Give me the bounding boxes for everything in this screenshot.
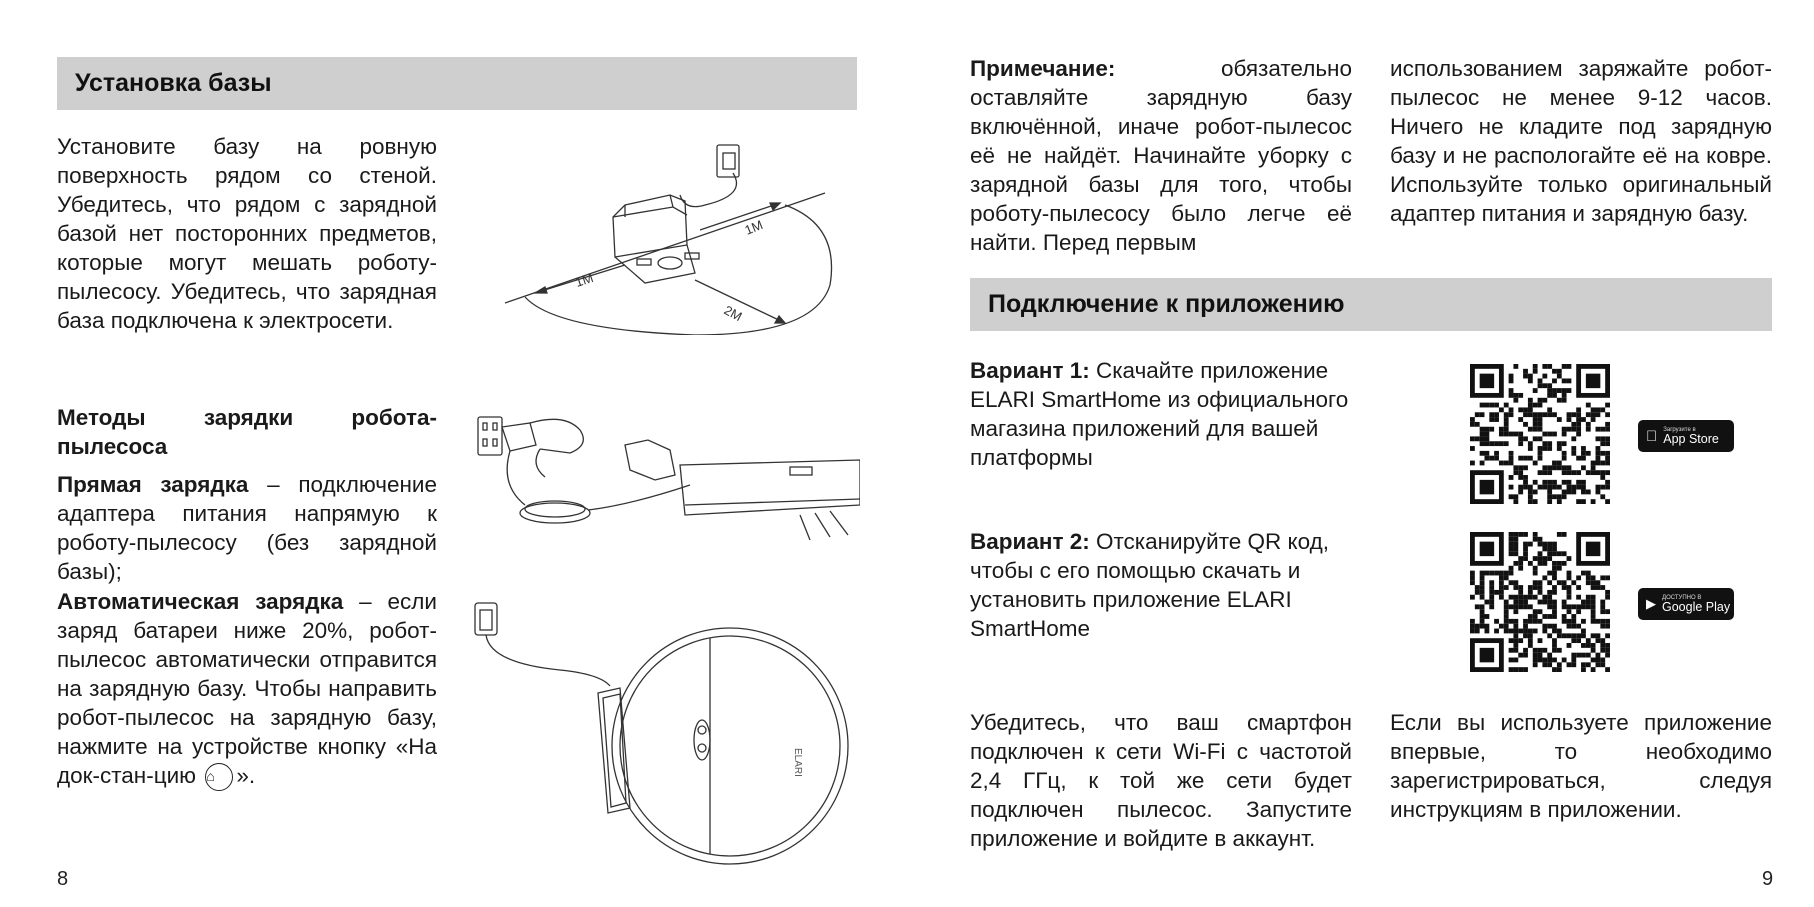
- qr-code-appstore[interactable]: [1470, 364, 1610, 504]
- section-title: Подключение к приложению: [988, 290, 1345, 318]
- direct-charging-paragraph: [57, 470, 437, 586]
- note-column-1: [970, 54, 1352, 257]
- direct-charging-label: Прямая зарядка: [57, 472, 249, 497]
- appstore-small-text: Загрузите в: [1652, 426, 1685, 433]
- variant1-paragraph: [970, 356, 1350, 472]
- section-header-app-connect: [970, 278, 1772, 331]
- qr-googleplay-svg: [1470, 532, 1610, 672]
- page-number-right: 9: [1762, 868, 1774, 890]
- dock-home-icon: ⌂: [205, 763, 233, 791]
- auto-charging-label: Автоматическая зарядка: [57, 589, 344, 614]
- appstore-big-text: App Store: [1652, 431, 1708, 446]
- robot-dock-diagram: [470, 598, 870, 868]
- robot-brand-label: ELARI: [792, 748, 803, 777]
- googleplay-small-text: ДОСТУПНО В: [1662, 594, 1702, 601]
- section-title: Установка базы: [75, 69, 272, 97]
- appstore-badge[interactable]: [1638, 420, 1734, 452]
- bottom-column-1: Убедитесь, что ваш смартфон подключен к сети Wi-Fi с частотой 2,4 ГГц, к той же сети будет подключен пылесос. Запустите приложение и войдите в аккаунт.: [970, 710, 1352, 851]
- variant1-text: Скачайте приложение ELARI SmartHome из официального магазина приложений для вашей платформы: [970, 358, 1349, 470]
- variant2-label: Вариант 2:: [970, 529, 1090, 554]
- note-text-col1: обязательно оставляйте зарядную базу включённой, иначе робот-пылесос её не найдёт. Начинайте уборку с зарядной базы для того, чтобы роботу-пылесосу было легче её найти. Перед первым: [970, 56, 1352, 255]
- play-icon: ▶: [1646, 596, 1656, 611]
- note-label: Примечание:: [970, 56, 1116, 81]
- googleplay-big-text: Google Play: [1662, 599, 1731, 614]
- variant1-label: Вариант 1:: [970, 358, 1090, 383]
- direct-charging-text: – подключение адаптера питания напрямую к роботу-пылесосу (без зарядной базы);: [57, 472, 437, 584]
- auto-charging-end: ».: [236, 763, 256, 788]
- qr-code-googleplay[interactable]: [1470, 532, 1610, 672]
- apple-icon: [1646, 428, 1657, 445]
- direct-charging-diagram: [470, 405, 860, 545]
- base-placement-diagram: [495, 135, 840, 335]
- auto-charging-paragraph: [57, 587, 437, 791]
- section-header-base-install: [57, 57, 857, 110]
- qr-appstore-svg: [1470, 364, 1610, 504]
- auto-charging-text: – если заряд батареи ниже 20%, робот-пылесос автоматически отправится на зарядную базу. Чтобы направить робот-пылесос на зарядную базу, нажмите на устройстве кнопку «На док-стан-цию: [57, 589, 437, 788]
- page-number-left: 8: [57, 868, 69, 890]
- variant2-paragraph: [970, 527, 1350, 643]
- charging-methods-heading: Методы зарядки робота-пылесоса: [57, 405, 437, 459]
- note-column-2: использованием заряжайте робот-пылесос не менее 9-12 часов. Ничего не кладите под зарядную базу и не распологайте её на ковре. Используйте только оригинальный адаптер питания и зарядную базу.: [1390, 56, 1772, 226]
- googleplay-badge[interactable]: [1638, 588, 1734, 620]
- label-front-distance: 2M: [721, 302, 745, 325]
- install-instructions: Установите базу на ровную поверхность рядом со стеной. Убедитесь, что рядом с зарядной базой нет посторонних предметов, которые могут мешать роботу-пылесосу. Убедитесь, что зарядная база подключена к электросети.: [57, 134, 437, 333]
- label-left-distance: 1M: [573, 270, 596, 290]
- variant2-text: Отсканируйте QR код, чтобы с его помощью скачать и установить приложение ELARI SmartHome: [970, 529, 1330, 641]
- bottom-column-2: Если вы используете приложение впервые, то необходимо зарегистрироваться, следуя инструкциям в приложении.: [1390, 710, 1772, 822]
- label-right-distance: 1M: [742, 217, 765, 238]
